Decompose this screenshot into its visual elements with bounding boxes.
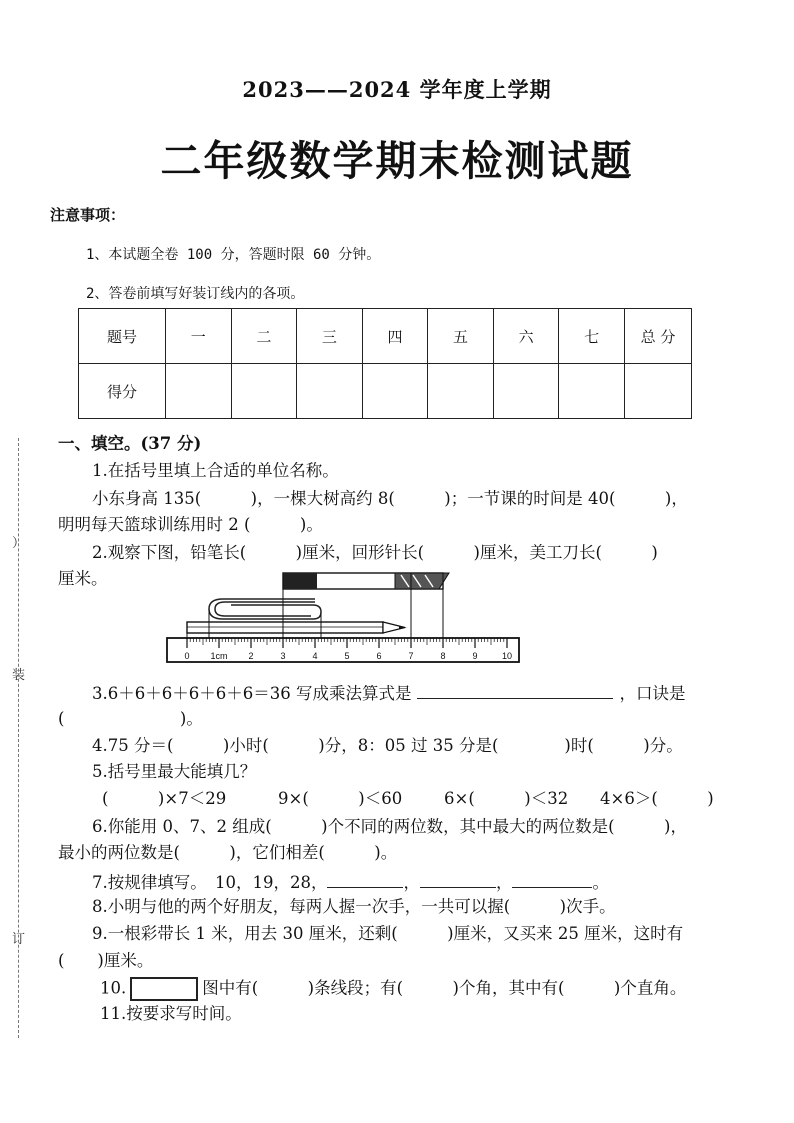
question-5-item: 9×( )＜60 — [278, 789, 403, 808]
question-8: 8.小明与他的两个好朋友，每两人握一次手，一共可以握( )次手。 — [92, 897, 616, 916]
question-10-text: 图中有( )条线段；有( )个角，其中有( )个直角。 — [202, 978, 687, 998]
binding-mark: ） — [12, 536, 26, 551]
score-input-cell[interactable] — [428, 364, 494, 419]
question-7: 7.按规律填写。 10，19，28， ， ， 。 — [92, 873, 609, 892]
note-item: 2、答卷前填写好装订线内的各项。 — [86, 286, 305, 302]
score-input-cell[interactable] — [297, 364, 363, 419]
question-1-line: 小东身高 135( )，一棵大树高约 8( )；一节课的时间是 40( )， — [92, 489, 688, 508]
question-5-item: ( )×7＜29 — [102, 789, 227, 808]
question-7-text: 7.按规律填写。 10，19，28， — [92, 873, 328, 892]
ruler-label: 8 — [440, 651, 446, 661]
school-year: 2023——2024 学年度上学期 — [242, 77, 552, 102]
question-11: 11.按要求写时间。 — [100, 1004, 242, 1023]
answer-line[interactable] — [420, 871, 496, 888]
question-9-line: ( )厘米。 — [58, 951, 154, 970]
question-3-line: ( )。 — [58, 709, 203, 728]
table-cell: 七 — [559, 309, 625, 364]
table-cell: 三 — [297, 309, 363, 364]
table-row — [79, 309, 692, 364]
score-table — [78, 308, 692, 419]
ruler-label: 6 — [376, 651, 382, 661]
question-10-text: 10. — [100, 978, 127, 998]
score-input-cell[interactable] — [493, 364, 559, 419]
question-10 — [100, 977, 686, 1001]
exam-title: 二年级数学期末检测试题 — [160, 137, 634, 185]
ruler-label: 10 — [501, 651, 513, 661]
paper-clip-icon — [209, 599, 321, 619]
answer-line[interactable] — [327, 871, 403, 888]
note-item: 1、本试题全卷 100 分，答题时限 60 分钟。 — [86, 247, 381, 263]
question-3-text: 3.6＋6＋6＋6＋6＋6＝36 写成乘法算式是 — [92, 684, 412, 703]
question-9-line: 9.一根彩带长 1 米，用去 30 厘米，还剩( )厘米，又买来 25 厘米，这时有 — [92, 924, 684, 943]
ruler-label: 7 — [408, 651, 414, 661]
question-5-title: 5.括号里最大能填几？ — [92, 762, 257, 781]
score-input-cell[interactable] — [625, 364, 692, 419]
question-6-line: 6.你能用 0、7、2 组成( )个不同的两位数，其中最大的两位数是( )， — [92, 817, 687, 836]
ruler-label: 3 — [280, 651, 286, 661]
question-4: 4.75 分＝( )小时( )分，8：05 过 35 分是( )时( )分。 — [92, 736, 683, 755]
answer-line[interactable] — [417, 682, 613, 699]
ruler-label: 5 — [344, 651, 350, 661]
question-1-line: 明明每天篮球训练用时 2 ( )。 — [58, 515, 323, 534]
notes-heading: 注意事项： — [50, 206, 126, 224]
table-row — [79, 364, 692, 419]
question-2-line: 2.观察下图，铅笔长( )厘米，回形针长( )厘米，美工刀长( ) — [92, 543, 658, 562]
question-6-line: 最小的两位数是( )，它们相差( )。 — [58, 843, 398, 862]
table-cell: 五 — [428, 309, 494, 364]
table-cell: 总 分 — [625, 309, 692, 364]
question-3 — [92, 682, 685, 704]
question-5-item: 6×( )＜32 — [444, 789, 569, 808]
question-5-item: 4×6＞( ) — [600, 789, 714, 808]
table-cell: 四 — [362, 309, 428, 364]
question-2-line: 厘米。 — [58, 569, 108, 588]
table-cell: 六 — [493, 309, 559, 364]
ruler-label: 9 — [472, 651, 478, 661]
question-1-title: 1.在括号里填上合适的单位名称。 — [92, 461, 339, 480]
score-input-cell[interactable] — [166, 364, 232, 419]
score-input-cell[interactable] — [231, 364, 297, 419]
ruler-label: 0 — [184, 651, 190, 661]
craft-knife-icon — [283, 573, 449, 589]
ruler-label: 1cm — [210, 651, 228, 661]
ruler-figure — [165, 566, 525, 666]
section-heading: 一、填空。(37 分) — [58, 434, 202, 453]
ruler-label: 2 — [248, 651, 254, 661]
binding-line — [18, 438, 19, 1038]
rectangle-figure — [130, 977, 198, 1001]
score-input-cell[interactable] — [362, 364, 428, 419]
pencil-icon — [187, 622, 407, 633]
score-input-cell[interactable] — [559, 364, 625, 419]
binding-mark: 装 — [12, 668, 26, 683]
table-cell: 题号 — [79, 309, 166, 364]
table-cell: 二 — [231, 309, 297, 364]
table-cell: 一 — [166, 309, 232, 364]
answer-line[interactable] — [512, 871, 592, 888]
question-3-text: ，口诀是 — [619, 684, 686, 703]
table-cell: 得分 — [79, 364, 166, 419]
ruler-label: 4 — [312, 651, 318, 661]
binding-mark: 订 — [12, 932, 26, 947]
